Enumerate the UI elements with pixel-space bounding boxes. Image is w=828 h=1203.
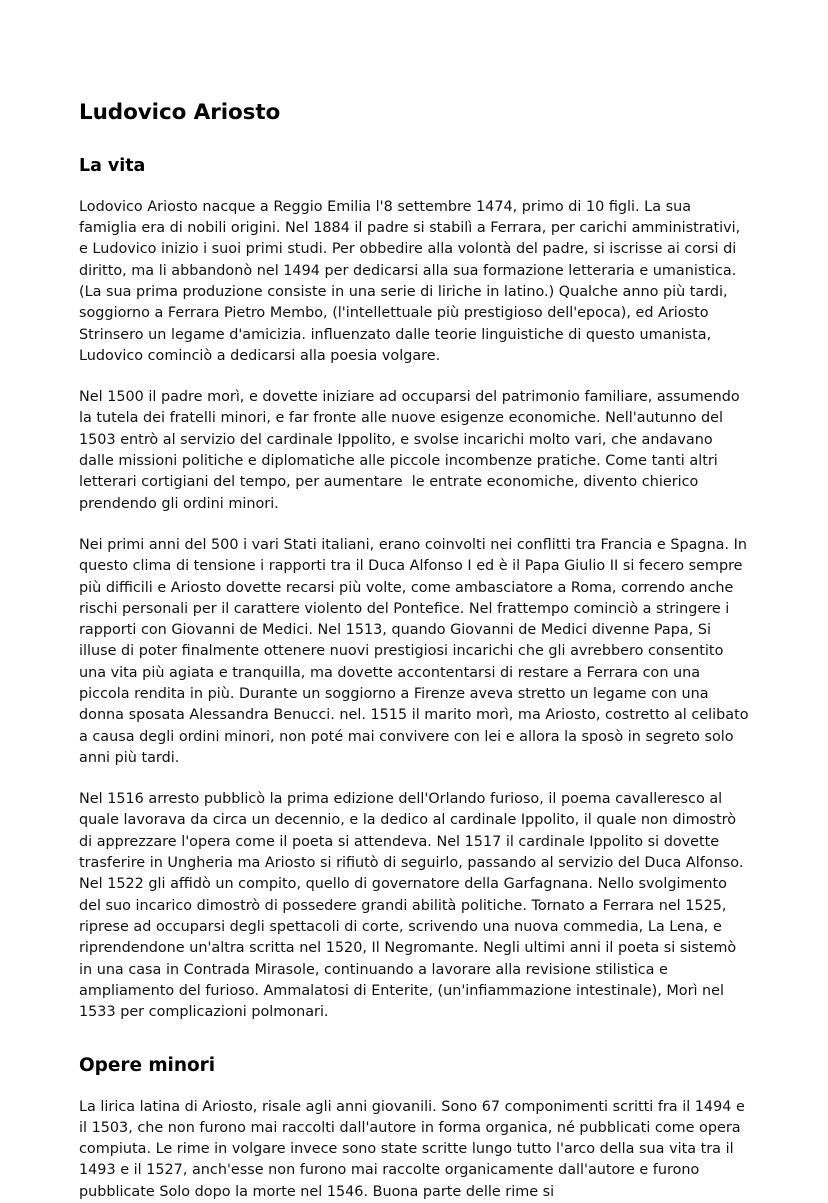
paragraph: Nei primi anni del 500 i vari Stati italiani, erano coinvolti nei conflitti tra Francia e Spagna. In questo clima di tensione i rapporti tra il Duca Alfonso I ed è il Papa Giulio II si fecero sempre più difficili e Ariosto dovette recarsi più volte, come ambasciatore a Roma, correndo anche rischi personali per il carattere violento del Pontefice. Nel frattempo cominciò a stringere i rapporti con Giovanni de Medici. Nel 1513, quando Giovanni de Medici divenne Papa, Si illuse di poter finalmente ottenere nuovi prestigiosi incarichi che gli avrebbero consentito una vita più agiata e tranquilla, ma dovette accontentarsi di restare a Ferrara con una piccola rendita in più. Durante un soggiorno a Firenze aveva stretto un legame con una donna sposata Alessandra Benucci. nel. 1515 il marito morì, ma Ariosto, costretto al celibato a causa degli ordini minori, non poté mai convivere con lei e allora la sposò in segreto solo anni più tardi. <box>79 536 754 766</box>
paragraph: Nel 1516 arresto pubblicò la prima edizione dell'Orlando furioso, il poema cavalleresco al quale lavorava da circa un decennio, e la dedico al cardinale Ippolito, il quale non dimostrò di apprezzare l'opera come il poeta si attendeva. Nel 1517 il cardinale Ippolito si dovette trasferire in Ungheria ma Ariosto si rifiutò di seguirlo, passando al servizio del Duca Alfonso. Nel 1522 gli affidò un compito, quello di governatore della Garfagnana. Nello svolgimento del suo incarico dimostrò di possedere grandi abilità politiche. Tornato a Ferrara nel 1525, riprese ad occuparsi degli spettacoli di corte, scrivendo una nuova commedia, La Lena, e riprendendone un'altra scritta nel 1520, Il Negromante. Negli ultimi anni il poeta si sistemò in una casa in Contrada Mirasole, continuando a lavorare alla revisione stilistica e ampliamento del furioso. Ammalatosi di Enterite, (un'infiammazione intestinale), Morì nel 1533 per complicazioni polmonari. <box>79 791 748 1021</box>
section-heading-opere-minori: Opere minori <box>79 1055 215 1077</box>
page-title: Ludovico Ariosto <box>79 100 281 125</box>
paragraph: Nel 1500 il padre morì, e dovette iniziare ad occuparsi del patrimonio familiare, assumendo la tutela dei fratelli minori, e far fronte alle nuove esigenze economiche. Nell'autunno del 1503 entrò al servizio del cardinale Ippolito, e svolse incarichi molto vari, che andavano dalle missioni politiche e diplomatiche alle piccole incombenze pratiche. Come tanti altri letterari cortigiani del tempo, per aumentare le entrate economiche, divento chierico prendendo gli ordini minori. <box>79 389 745 512</box>
paragraph: La lirica latina di Ariosto, risale agli anni giovanili. Sono 67 componimenti scritti fra il 1494 e il 1503, che non furono mai raccolti dall'autore in forma organica, né pubblicati come opera compiuta. Le rime in volgare invece sono state scritte lungo tutto l'arco della sua vita tra il 1493 e il 1527, anch'esse non furono mai raccolte organicamente dall'autore e furono pubblicate Solo dopo la morte nel 1546. Buona parte delle rime si <box>79 1098 750 1200</box>
section-heading-la-vita: La vita <box>79 155 146 176</box>
document-body <box>79 100 754 1203</box>
paragraph: Lodovico Ariosto nacque a Reggio Emilia l'8 settembre 1474, primo di 10 figli. La sua famiglia era di nobili origini. Nel 1884 il padre si stabilì a Ferrara, per carichi amministrativi, e Ludovico inizio i suoi primi studi. Per obbedire alla volontà del padre, si iscrisse ai corsi di diritto, ma li abbandonò nel 1494 per dedicarsi alla sua formazione letteraria e umanistica. (La sua prima produzione consiste in una serie di liriche in latino.) Qualche anno più tardi, soggiorno a Ferrara Pietro Membo, (l'intellettuale più prestigioso dell'epoca), ed Ariosto Strinsero un legame d'amicizia. influenzato dalle teorie linguistiche di questo umanista, Ludovico cominciò a dedicarsi alla poesia volgare. <box>79 198 745 364</box>
